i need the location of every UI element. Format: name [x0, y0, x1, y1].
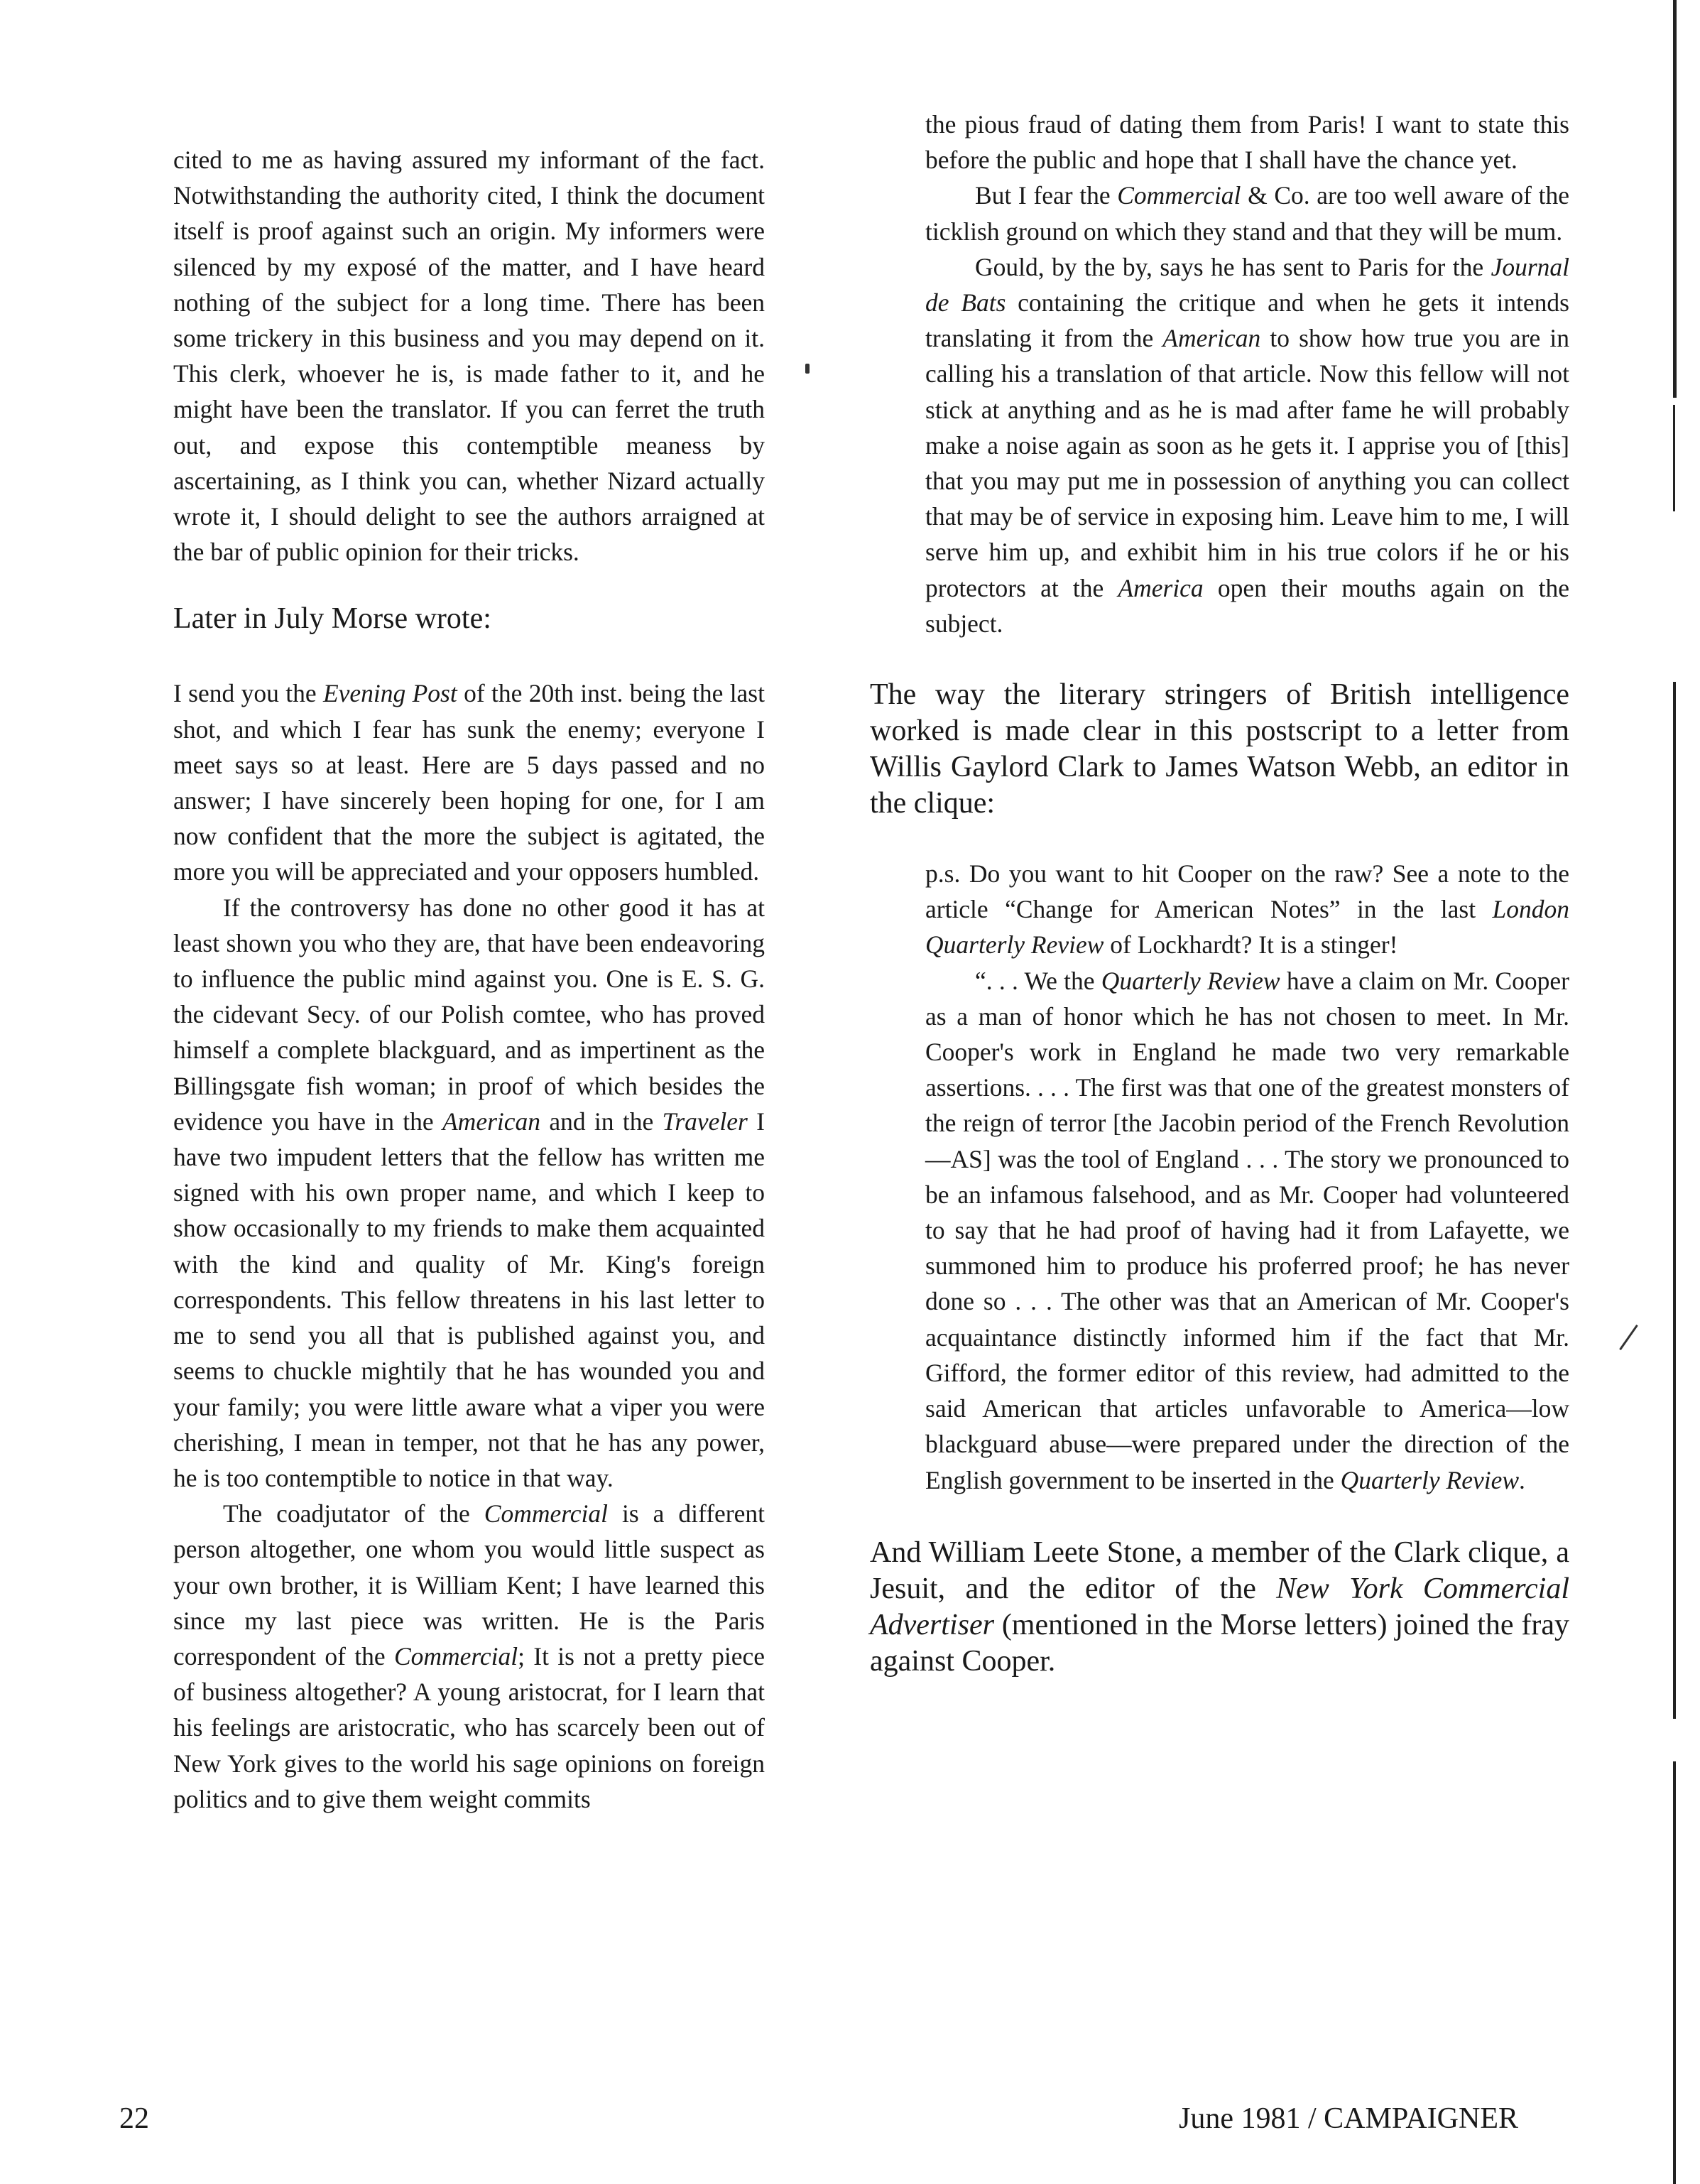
body-paragraph: The way the literary stringers of British intelligence worked is made clear in this postscript to a letter from Willis Gaylord Clark to James Watson Webb, an editor in the clique: [870, 678, 1569, 820]
left-column [173, 142, 765, 1817]
quote-paragraph: Gould, by the by, says he has sent to Paris for the Journal de Bats containing the critique and when he gets it intends translating it from the American to show how true you are in calling his a translation of that article. Now this fellow will not stick at anything and as he is mad after fame he will probably make a noise again as soon as he gets it. I apprise you of [this] that you may put me in possession of anything you can collect that may be of service in exposing him. Leave him to me, I will serve him up, and exhibit him in his true colors if he or his protectors at the America open their mouths again on the subject. [925, 252, 1570, 638]
scan-edge-line [1673, 405, 1675, 511]
publication-title: London Quarterly Review [925, 895, 1569, 960]
scan-speck [805, 364, 810, 374]
quote-paragraph: cited to me as having assured my informant of the fact. Notwithstanding the authority cited, I think the document itself is proof against such an origin. My informers were silenced by my exposé of the matter, and I have heard nothing of the subject for a long time. There has been some trickery in this business and you may depend on it. This clerk, whoever he is, is made father to it, and he might have been the translator. If you can ferret the truth out, and expose this contemptible meaness by ascertaining, as I think you can, whether Nizard actually wrote it, I should delight to see the authors arraigned at the bar of public opinion for their tricks. [173, 146, 765, 567]
page-number: 22 [119, 2102, 149, 2135]
publication-title: Quarterly Review [1340, 1465, 1520, 1494]
publication-title: American [442, 1107, 541, 1136]
publication-title: Journal de Bats [925, 252, 1569, 317]
publication-title: Commercial [484, 1499, 608, 1528]
publication-title: Evening Post [322, 679, 457, 708]
quote-paragraph: But I fear the Commercial & Co. are too well aware of the ticklish ground on which they stand and that they will be mum. [925, 181, 1570, 246]
quote-block [925, 107, 1569, 641]
scan-edge-line [1673, 0, 1677, 398]
right-column [870, 107, 1569, 1680]
publication-title: Commercial [393, 1641, 518, 1670]
quote-paragraph: I send you the Evening Post of the 20th inst. being the last shot, and which I fear has sunk the enemy; everyone I meet says so at least. Here are 5 days passed and no answer; I have sincerely been hoping for one, for I am now confident that the more the subject is agitated, the more you will be appreciated and your opposers humbled. [173, 679, 765, 886]
publication-title: New York Commercial Advertiser [870, 1572, 1569, 1641]
body-paragraph: And William Leete Stone, a member of the Clark clique, a Jesuit, and the editor of the New York Commercial Advertiser (mentioned in the Morse letters) joined the fray against Cooper. [870, 1536, 1569, 1678]
publication-title: American [1162, 324, 1261, 353]
publication-title: Commercial [1117, 181, 1241, 210]
quote-paragraph: p.s. Do you want to hit Cooper on the raw? See a note to the article “Change for American Notes” in the last London Quarterly Review of Lockhardt? It is a stinger! [925, 859, 1569, 960]
quote-paragraph: The coadjutator of the Commercial is a different person altogether, one whom you would little suspect as your own brother, it is William Kent; I have learned this since my last piece was written. He is the Paris correspondent of the Commercial; It is not a pretty piece of business altogether? A young aristocrat, for I learn that his feelings are aristocratic, who has scarcely been out of New York gives to the world his sage opinions on foreign politics and to give them weight commits [173, 1499, 765, 1813]
publication-title: Traveler [662, 1107, 748, 1136]
scan-mark [1619, 1325, 1638, 1350]
scan-edge-line [1673, 682, 1676, 1719]
scan-edge-line [1673, 1761, 1676, 2184]
body-paragraph: Later in July Morse wrote: [173, 602, 491, 636]
quote-paragraph: the pious fraud of dating them from Paris! I want to state this before the public and hope that I shall have the chance yet. [925, 110, 1569, 175]
publication-title: Quarterly Review [1101, 966, 1280, 995]
publication-title: America [1118, 573, 1204, 602]
quote-paragraph: “. . . We the Quarterly Review have a claim on Mr. Cooper as a man of honor which he has not chosen to meet. In Mr. Cooper's work in England he made two very remarkable assertions. . . . The first was that one of the greatest monsters of the reign of terror [the Jacobin period of the French Revolution—AS] was the tool of England . . . The story we pronounced to be an infamous falsehood, and as Mr. Cooper had volunteered to say that he had proof of having had it from Lafayette, we summoned him to produce his proferred proof; he has never done so . . . The other was that an American of Mr. Cooper's acquaintance distinctly informed him if the fact that Mr. Gifford, the former editor of this review, had admitted to the said American that articles unfavorable to America—low blackguard abuse—were prepared under the direction of the English government to be inserted in the Quarterly Review. [925, 966, 1570, 1494]
quote-paragraph: If the controversy has done no other good it has at least shown you who they are, that have been endeavoring to influence the public mind against you. One is E. S. G. the cidevant Secy. of our Polish comtee, who has proved himself a complete blackguard, and as impertinent as the Billingsgate fish woman; in proof of which besides the evidence you have in the American and in the Traveler I have two impudent letters that the fellow has written me signed with his own proper name, and which I keep to show occasionally to my friends to make them acquainted with the kind and quality of Mr. King's foreign correspondents. This fellow threatens in his last letter to me to send you all that is published against you, and seems to chuckle mightily that he has wounded you and your family; you were little aware what a viper you were cherishing, I mean in temper, not that he has any power, he is too contemptible to notice in that way. [173, 893, 765, 1492]
quote-block [925, 856, 1569, 1498]
running-footer: June 1981 / CAMPAIGNER [1179, 2102, 1518, 2135]
